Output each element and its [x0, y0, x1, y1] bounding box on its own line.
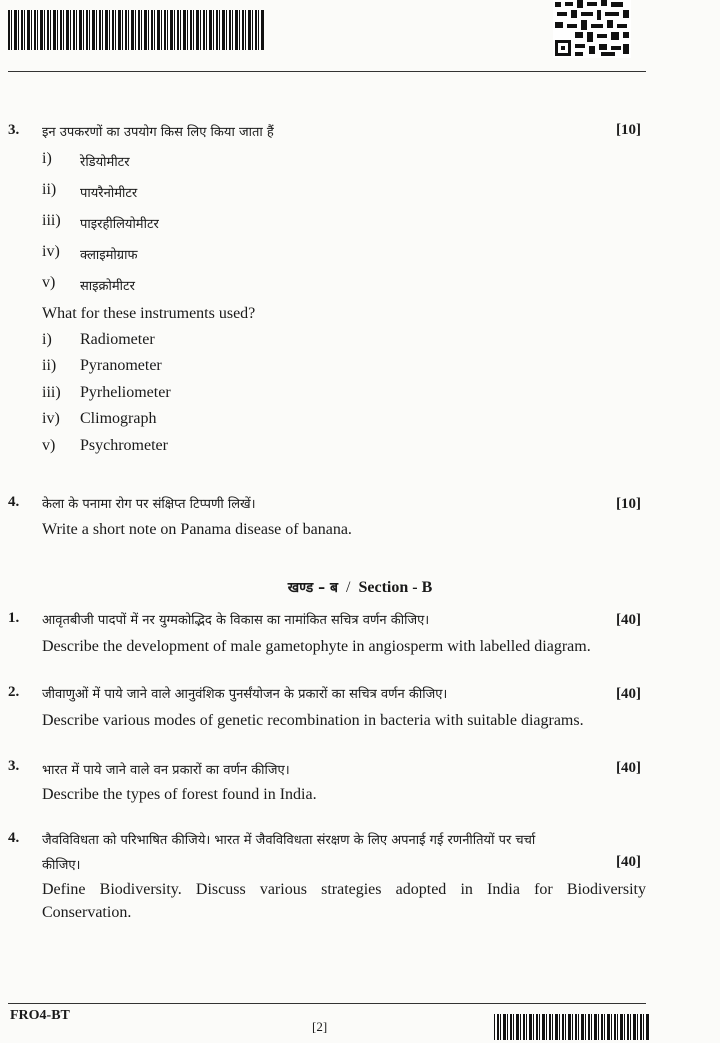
q3-hindi-item-roman: i): [42, 150, 52, 167]
q3-hindi-text: इन उपकरणों का उपयोग किस लिए किया जाता हैं: [42, 125, 274, 140]
q3-english-item: Climograph: [80, 410, 157, 427]
q3-english-item-roman: i): [42, 331, 52, 348]
q4-hindi-text: केला के पनामा रोग पर संक्षिप्त टिप्पणी लिखें।: [42, 497, 256, 512]
q3-english-text: What for these instruments used?: [42, 305, 256, 322]
q3-hindi-item-roman: iv): [42, 243, 60, 260]
b-q1-number: 1.: [8, 610, 20, 626]
b-q3-number: 3.: [8, 758, 20, 774]
q3-hindi-item: पाइरहीलियोमीटर: [80, 217, 159, 232]
section-b-heading: [0, 578, 720, 597]
q3-english-item: Pyranometer: [80, 357, 162, 374]
b-q4-number: 4.: [8, 830, 20, 846]
q3-english-item: Radiometer: [80, 331, 155, 348]
q3-hindi-item: साइक्रोमीटर: [80, 279, 135, 294]
b-q4-english-text-line2: Conservation.: [42, 904, 132, 921]
b-q4-hindi-text-line2: कीजिए।: [42, 858, 81, 873]
b-q2-marks: [40]: [616, 686, 641, 702]
b-q1-marks: [40]: [616, 612, 641, 628]
q3-hindi-item-roman: v): [42, 274, 56, 291]
header-barcode: [8, 10, 264, 50]
q3-english-item-roman: iv): [42, 410, 60, 427]
b-q1-english-text: Describe the development of male gametophyte in angiosperm with labelled diagram.: [42, 638, 591, 655]
section-b-english: Section - B: [358, 579, 433, 596]
header-divider: [8, 71, 646, 72]
section-b-hindi: खण्ड – ब: [287, 580, 339, 596]
q3-english-item: Psychrometer: [80, 437, 168, 454]
q3-english-item-roman: ii): [42, 357, 57, 374]
qr-code: [553, 0, 631, 58]
q3-hindi-item-roman: ii): [42, 181, 57, 198]
paper-code: FRO4-BT: [10, 1008, 70, 1023]
b-q2-english-text: Describe various modes of genetic recombination in bacteria with suitable diagrams.: [42, 712, 584, 729]
b-q3-english-text: Describe the types of forest found in India.: [42, 786, 317, 803]
q3-english-item-roman: v): [42, 437, 56, 454]
b-q3-marks: [40]: [616, 760, 641, 776]
footer-divider: [8, 1003, 646, 1004]
section-b-separator: /: [346, 579, 351, 596]
q3-hindi-item-roman: iii): [42, 212, 61, 229]
q4-marks: [10]: [616, 496, 641, 512]
b-q2-hindi-text: जीवाणुओं में पाये जाने वाले आनुवंशिक पुनर्संयोजन के प्रकारों का सचित्र वर्णन कीजिए।: [42, 687, 448, 702]
q3-hindi-item: पायरैनोमीटर: [80, 186, 138, 201]
q3-marks: [10]: [616, 122, 641, 138]
footer-barcode: [494, 1014, 650, 1040]
b-q3-hindi-text: भारत में पाये जाने वाले वन प्रकारों का वर्णन कीजिए।: [42, 763, 290, 778]
q3-english-item-roman: iii): [42, 384, 61, 401]
b-q4-english-text-line1: Define Biodiversity. Discuss various strategies adopted in India for Biodiversity: [42, 881, 646, 898]
b-q4-hindi-text-line1: जैवविविधता को परिभाषित कीजिये। भारत में जैवविविधता संरक्षण के लिए अपनाई गई रणनीतियों पर चर्चा: [42, 833, 536, 848]
q3-number: 3.: [8, 122, 20, 138]
q3-hindi-item: क्लाइमोग्राफ: [80, 248, 138, 263]
page-number: [2]: [312, 1019, 328, 1034]
b-q2-number: 2.: [8, 684, 20, 700]
q4-number: 4.: [8, 494, 20, 510]
q3-english-item: Pyrheliometer: [80, 384, 171, 401]
q3-hindi-item: रेडियोमीटर: [80, 155, 130, 170]
q4-english-text: Write a short note on Panama disease of banana.: [42, 521, 352, 538]
b-q4-marks: [40]: [616, 854, 641, 870]
b-q1-hindi-text: आवृतबीजी पादपों में नर युग्मकोद्भिद के विकास का नामांकित सचित्र वर्णन कीजिए।: [42, 613, 430, 628]
